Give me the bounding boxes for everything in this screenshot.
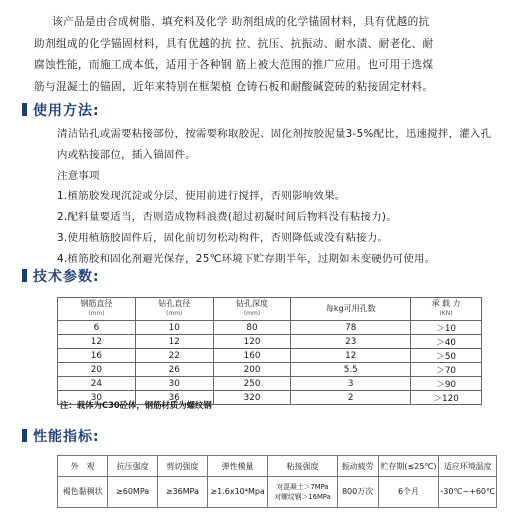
intro-line: 腐蚀性能，而施工成本低，适用于各种钢 筋上被大范围的推广应用。也可用于选煤 — [34, 59, 434, 71]
storage-value: 6个月 — [378, 477, 439, 508]
product-intro — [34, 12, 496, 98]
notes-title: 注意事项 — [57, 169, 100, 182]
header-temperature: 适应环境温度 — [439, 456, 497, 477]
specs-table — [57, 297, 482, 405]
intro-line: 助剂组成的化学锚固材料，具有优越的抗 拉、抗压、抗振动、耐水渍、耐老化、耐 — [34, 37, 434, 50]
table-cell: 120 — [213, 335, 291, 349]
header-appearance: 外 观 — [58, 456, 108, 477]
specs-footnote: 注：载体为C30砼体，钢筋材质为螺纹钢 — [60, 400, 212, 410]
table-cell: 26 — [135, 363, 213, 377]
fatigue-value: 800万次 — [337, 477, 378, 508]
table-cell: 80 — [213, 321, 291, 335]
temperature-value: -30℃~+60℃ — [439, 477, 497, 508]
table-cell: 160 — [213, 349, 291, 363]
header-hole-depth: 钻孔深度 (mm) — [213, 298, 291, 321]
header-shear: 剪切强度 — [158, 456, 208, 477]
table-cell: ＞70 — [411, 363, 482, 377]
intro-line: 筋与混凝土的锚固，近年来特别在框架植 仓铸石板和耐酸碱瓷砖的粘接固定材料。 — [34, 80, 434, 93]
table-cell: ＞90 — [411, 377, 482, 391]
usage-section-title: 使用方法: — [22, 100, 100, 120]
table-cell: 250 — [213, 377, 291, 391]
table-row — [58, 321, 482, 335]
table-cell: 12 — [58, 335, 136, 349]
table-row — [58, 377, 482, 391]
table-cell: 320 — [213, 391, 291, 405]
table-cell: 12 — [291, 349, 411, 363]
table-cell: 30 — [58, 391, 136, 405]
bond-rebar: 对螺纹钢＞16MPa — [274, 493, 331, 501]
table-cell: 22 — [135, 349, 213, 363]
header-bond: 粘接强度 — [268, 456, 337, 477]
header-fatigue: 振动疲劳 — [337, 456, 378, 477]
table-cell: 3 — [291, 377, 411, 391]
performance-section-title: 性能指标: — [22, 426, 100, 446]
table-cell: 78 — [291, 321, 411, 335]
table-cell: ＞50 — [411, 349, 482, 363]
intro-line: 该产品是由合成树脂、填充料及化学 助剂组成的化学锚固材料，具有优越的抗 — [52, 16, 430, 28]
specs-header-row — [58, 298, 482, 321]
header-modulus: 弹性模量 — [207, 456, 268, 477]
usage-paragraph: 清洁钻孔或需要粘接部份，按需要称取胶泥、固化剂按胶泥量3-5%配比，迅速搅拌，灌入孔内或粘接部位，插入锚固件。 — [57, 128, 492, 161]
performance-header-row — [58, 456, 497, 477]
table-cell: 20 — [58, 363, 136, 377]
modulus-value: ≥1.6x10⁴Mpa — [207, 477, 268, 508]
appearance-value: 褐色黏稠状 — [58, 477, 108, 508]
table-cell: 24 — [58, 377, 136, 391]
header-storage: 贮存期(≤25℃) — [378, 456, 439, 477]
bond-value — [268, 477, 337, 508]
header-hole-diameter: 钻孔直径 (mm) — [135, 298, 213, 321]
table-row — [58, 477, 497, 508]
table-row — [58, 363, 482, 377]
performance-table — [57, 455, 497, 508]
table-cell: ＞40 — [411, 335, 482, 349]
note-item: 4.植筋胶和固化剂避光保存，25℃环境下贮存期半年，过期如未变硬仍可使用。 — [57, 252, 436, 265]
table-cell: 30 — [135, 377, 213, 391]
table-cell: 10 — [135, 321, 213, 335]
table-cell: 5.5 — [291, 363, 411, 377]
note-item: 2.配料量要适当，否则造成物料浪费(超过初凝时间后物料没有粘接力)。 — [57, 211, 397, 224]
table-cell: ＞10 — [411, 321, 482, 335]
bond-concrete: 对混凝土＞7MPa — [276, 483, 329, 491]
note-item: 3.使用植筋胶固件后，固化前切勿松动构件，否则降低或没有粘接力。 — [57, 231, 389, 244]
table-cell: 12 — [135, 335, 213, 349]
table-row — [58, 335, 482, 349]
table-cell: 6 — [58, 321, 136, 335]
compressive-value: ≥60MPa — [108, 477, 158, 508]
table-cell: 200 — [213, 363, 291, 377]
note-item: 1.植筋胶发现沉淀或分层，使用前进行搅拌，否则影响效果。 — [57, 190, 346, 203]
table-cell: 2 — [291, 391, 411, 405]
table-cell: 23 — [291, 335, 411, 349]
specs-section-title: 技术参数: — [22, 266, 100, 286]
header-holes-per-kg: 每kg可用孔数 — [291, 298, 411, 321]
table-row — [58, 349, 482, 363]
header-load-capacity: 承 载 力 (KN) — [411, 298, 482, 321]
table-cell: 36 — [135, 391, 213, 405]
header-bar-diameter: 钢筋直径 (mm) — [58, 298, 136, 321]
table-cell: 16 — [58, 349, 136, 363]
usage-instructions — [57, 124, 497, 270]
header-compressive: 抗压强度 — [108, 456, 158, 477]
shear-value: ≥36MPa — [158, 477, 208, 508]
table-cell: ＞120 — [411, 391, 482, 405]
